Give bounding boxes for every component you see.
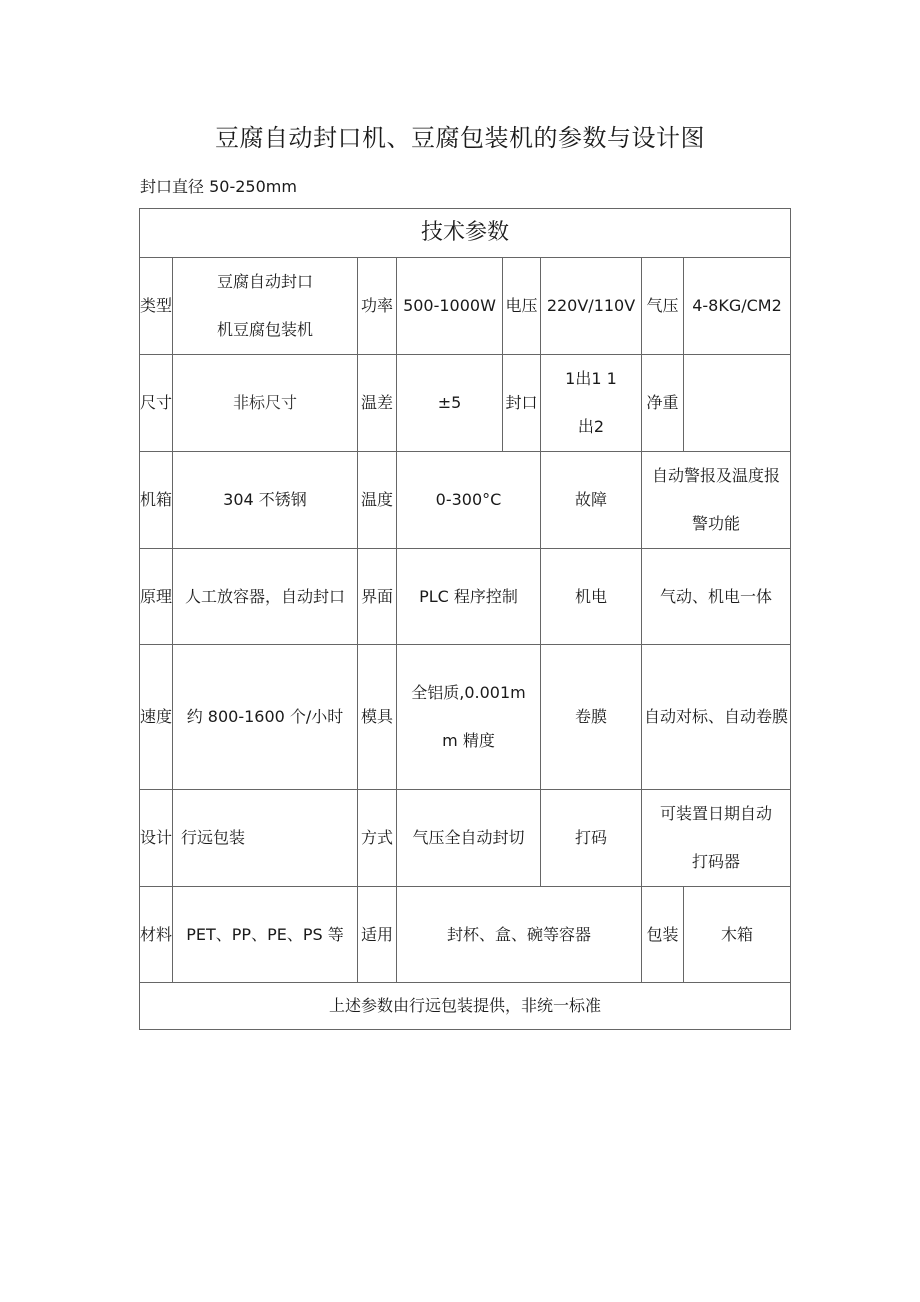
cell-label-size: 尺寸 — [140, 355, 173, 452]
cell-value-design: 行远包装 — [173, 790, 358, 887]
cell-label-packing: 包装 — [642, 887, 684, 983]
cell-label-speed: 速度 — [140, 645, 173, 790]
cell-label-voltage: 电压 — [503, 258, 541, 355]
cell-value-electromechanical: 机电 — [541, 549, 642, 645]
table-caption: 技术参数 — [140, 209, 791, 258]
table-row — [140, 355, 791, 452]
table-row — [140, 983, 791, 1030]
cell-value-interface: PLC 程序控制 — [397, 549, 541, 645]
cell-value-auto-alignment: 自动对标、自动卷膜 — [642, 645, 791, 790]
cell-value-voltage: 220V/110V — [541, 258, 642, 355]
cell-label-design: 设计 — [140, 790, 173, 887]
cell-label-net-weight: 净重 — [642, 355, 684, 452]
cell-value-mold: 全铝质,0.001mm 精度 — [397, 645, 541, 790]
cell-value-temp-diff: ±5 — [397, 355, 503, 452]
cell-label-interface: 界面 — [358, 549, 397, 645]
cell-label-cabinet: 机箱 — [140, 452, 173, 549]
cell-value-packing: 木箱 — [684, 887, 791, 983]
table-row — [140, 452, 791, 549]
cell-label-method: 方式 — [358, 790, 397, 887]
table-footer-note: 上述参数由行远包装提供，非统一标准 — [140, 983, 791, 1030]
cell-label-principle: 原理 — [140, 549, 173, 645]
cell-value-applicable: 封杯、盒、碗等容器 — [397, 887, 642, 983]
table-row — [140, 887, 791, 983]
cell-value-coding: 打码 — [541, 790, 642, 887]
cell-value-seal: 1出1 1出2 — [541, 355, 642, 452]
table-row — [140, 790, 791, 887]
cell-value-roll-film: 卷膜 — [541, 645, 642, 790]
cell-label-type: 类型 — [140, 258, 173, 355]
cell-label-temp-diff: 温差 — [358, 355, 397, 452]
table-row — [140, 645, 791, 790]
cell-value-type: 豆腐自动封口机豆腐包装机 — [173, 258, 358, 355]
cell-label-seal: 封口 — [503, 355, 541, 452]
cell-value-size: 非标尺寸 — [173, 355, 358, 452]
cell-value-fault: 自动警报及温度报警功能 — [642, 452, 791, 549]
table-row — [140, 258, 791, 355]
cell-label-applicable: 适用 — [358, 887, 397, 983]
cell-value-principle: 人工放容器，自动封口 — [173, 549, 358, 645]
cell-value-material: PET、PP、PE、PS 等 — [173, 887, 358, 983]
cell-label-air-pressure: 气压 — [642, 258, 684, 355]
cell-label-material: 材料 — [140, 887, 173, 983]
document-title: 豆腐自动封口机、豆腐包装机的参数与设计图 — [215, 124, 705, 152]
sealing-diameter-line: 封口直径 50-250mm — [140, 177, 297, 196]
cell-label-temperature: 温度 — [358, 452, 397, 549]
cell-value-air-pressure: 4-8KG/CM2 — [684, 258, 791, 355]
technical-parameters-table — [139, 208, 791, 1030]
cell-value-method: 气压全自动封切 — [397, 790, 541, 887]
cell-value-pneumatic: 气动、机电一体 — [642, 549, 791, 645]
cell-value-date-coder: 可装置日期自动打码器 — [642, 790, 791, 887]
cell-value-cabinet: 304 不锈钢 — [173, 452, 358, 549]
cell-value-temperature: 0-300°C — [397, 452, 541, 549]
cell-label-power: 功率 — [358, 258, 397, 355]
cell-label-mold: 模具 — [358, 645, 397, 790]
cell-value-net-weight — [684, 355, 791, 452]
cell-label-fault: 故障 — [541, 452, 642, 549]
table-row — [140, 549, 791, 645]
cell-value-power: 500-1000W — [397, 258, 503, 355]
cell-value-speed: 约 800-1600 个/小时 — [173, 645, 358, 790]
